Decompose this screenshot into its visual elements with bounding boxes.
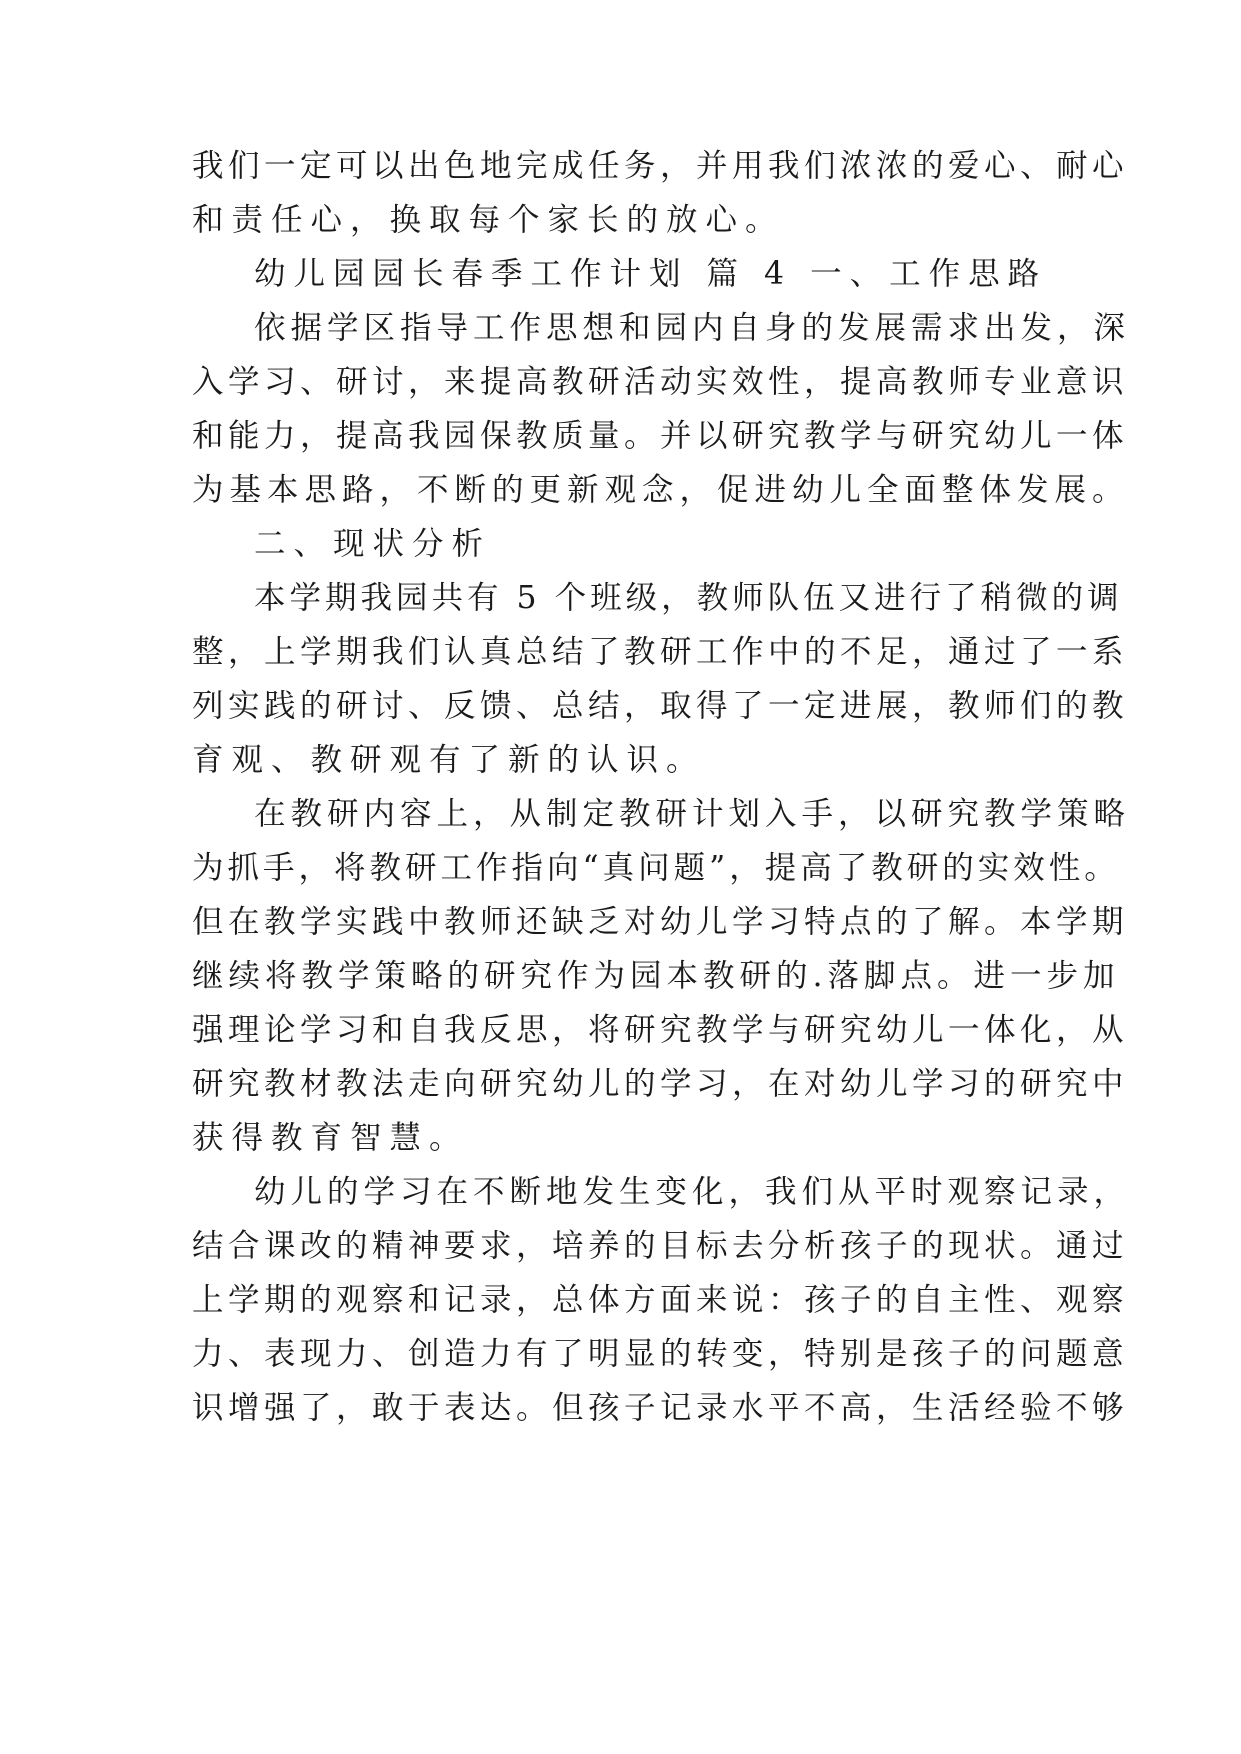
text-line: 结合课改的精神要求，培养的目标去分析孩子的现状。通过 (192, 1228, 1129, 1264)
text-line: 强理论学习和自我反思，将研究教学与研究幼儿一体化，从 (192, 1012, 1129, 1048)
section-heading: 幼儿园园长春季工作计划 篇 4 一、工作思路 (254, 256, 1048, 292)
text-line: 获得教育智慧。 (192, 1120, 469, 1156)
text-line: 依据学区指导工作思想和园内自身的发展需求出发，深 (254, 310, 1131, 346)
text-line: 在教研内容上，从制定教研计划入手，以研究教学策略 (254, 796, 1131, 832)
text-line: 识增强了，敢于表达。但孩子记录水平不高，生活经验不够 (192, 1390, 1129, 1426)
section-heading: 二、现状分析 (254, 526, 492, 562)
text-line: 整，上学期我们认真总结了教研工作中的不足，通过了一系 (192, 634, 1129, 670)
text-line: 幼儿的学习在不断地发生变化，我们从平时观察记录， (254, 1174, 1131, 1210)
text-line: 力、表现力、创造力有了明显的转变，特别是孩子的问题意 (192, 1336, 1129, 1372)
text-line: 本学期我园共有 5 个班级，教师队伍又进行了稍微的调 (254, 580, 1123, 616)
text-line: 和能力，提高我园保教质量。并以研究教学与研究幼儿一体 (192, 418, 1129, 454)
text-line: 上学期的观察和记录，总体方面来说：孩子的自主性、观察 (192, 1282, 1129, 1318)
text-line: 入学习、研讨，来提高教研活动实效性，提高教师专业意识 (192, 364, 1129, 400)
text-line: 研究教材教法走向研究幼儿的学习，在对幼儿学习的研究中 (192, 1066, 1129, 1102)
text-line: 列实践的研讨、反馈、总结，取得了一定进展，教师们的教 (192, 688, 1129, 724)
text-line: 育观、教研观有了新的认识。 (192, 742, 706, 778)
text-line: 我们一定可以出色地完成任务，并用我们浓浓的爱心、耐心 (192, 148, 1129, 184)
text-line: 为基本思路，不断的更新观念，促进幼儿全面整体发展。 (192, 472, 1130, 508)
text-line: 为抓手，将教研工作指向“真问题”，提高了教研的实效性。 (192, 850, 1120, 886)
text-line: 但在教学实践中教师还缺乏对幼儿学习特点的了解。本学期 (192, 904, 1129, 940)
text-line: 继续将教学策略的研究作为园本教研的.落脚点。进一步加 (192, 958, 1120, 994)
text-line: 和责任心，换取每个家长的放心。 (192, 202, 785, 238)
